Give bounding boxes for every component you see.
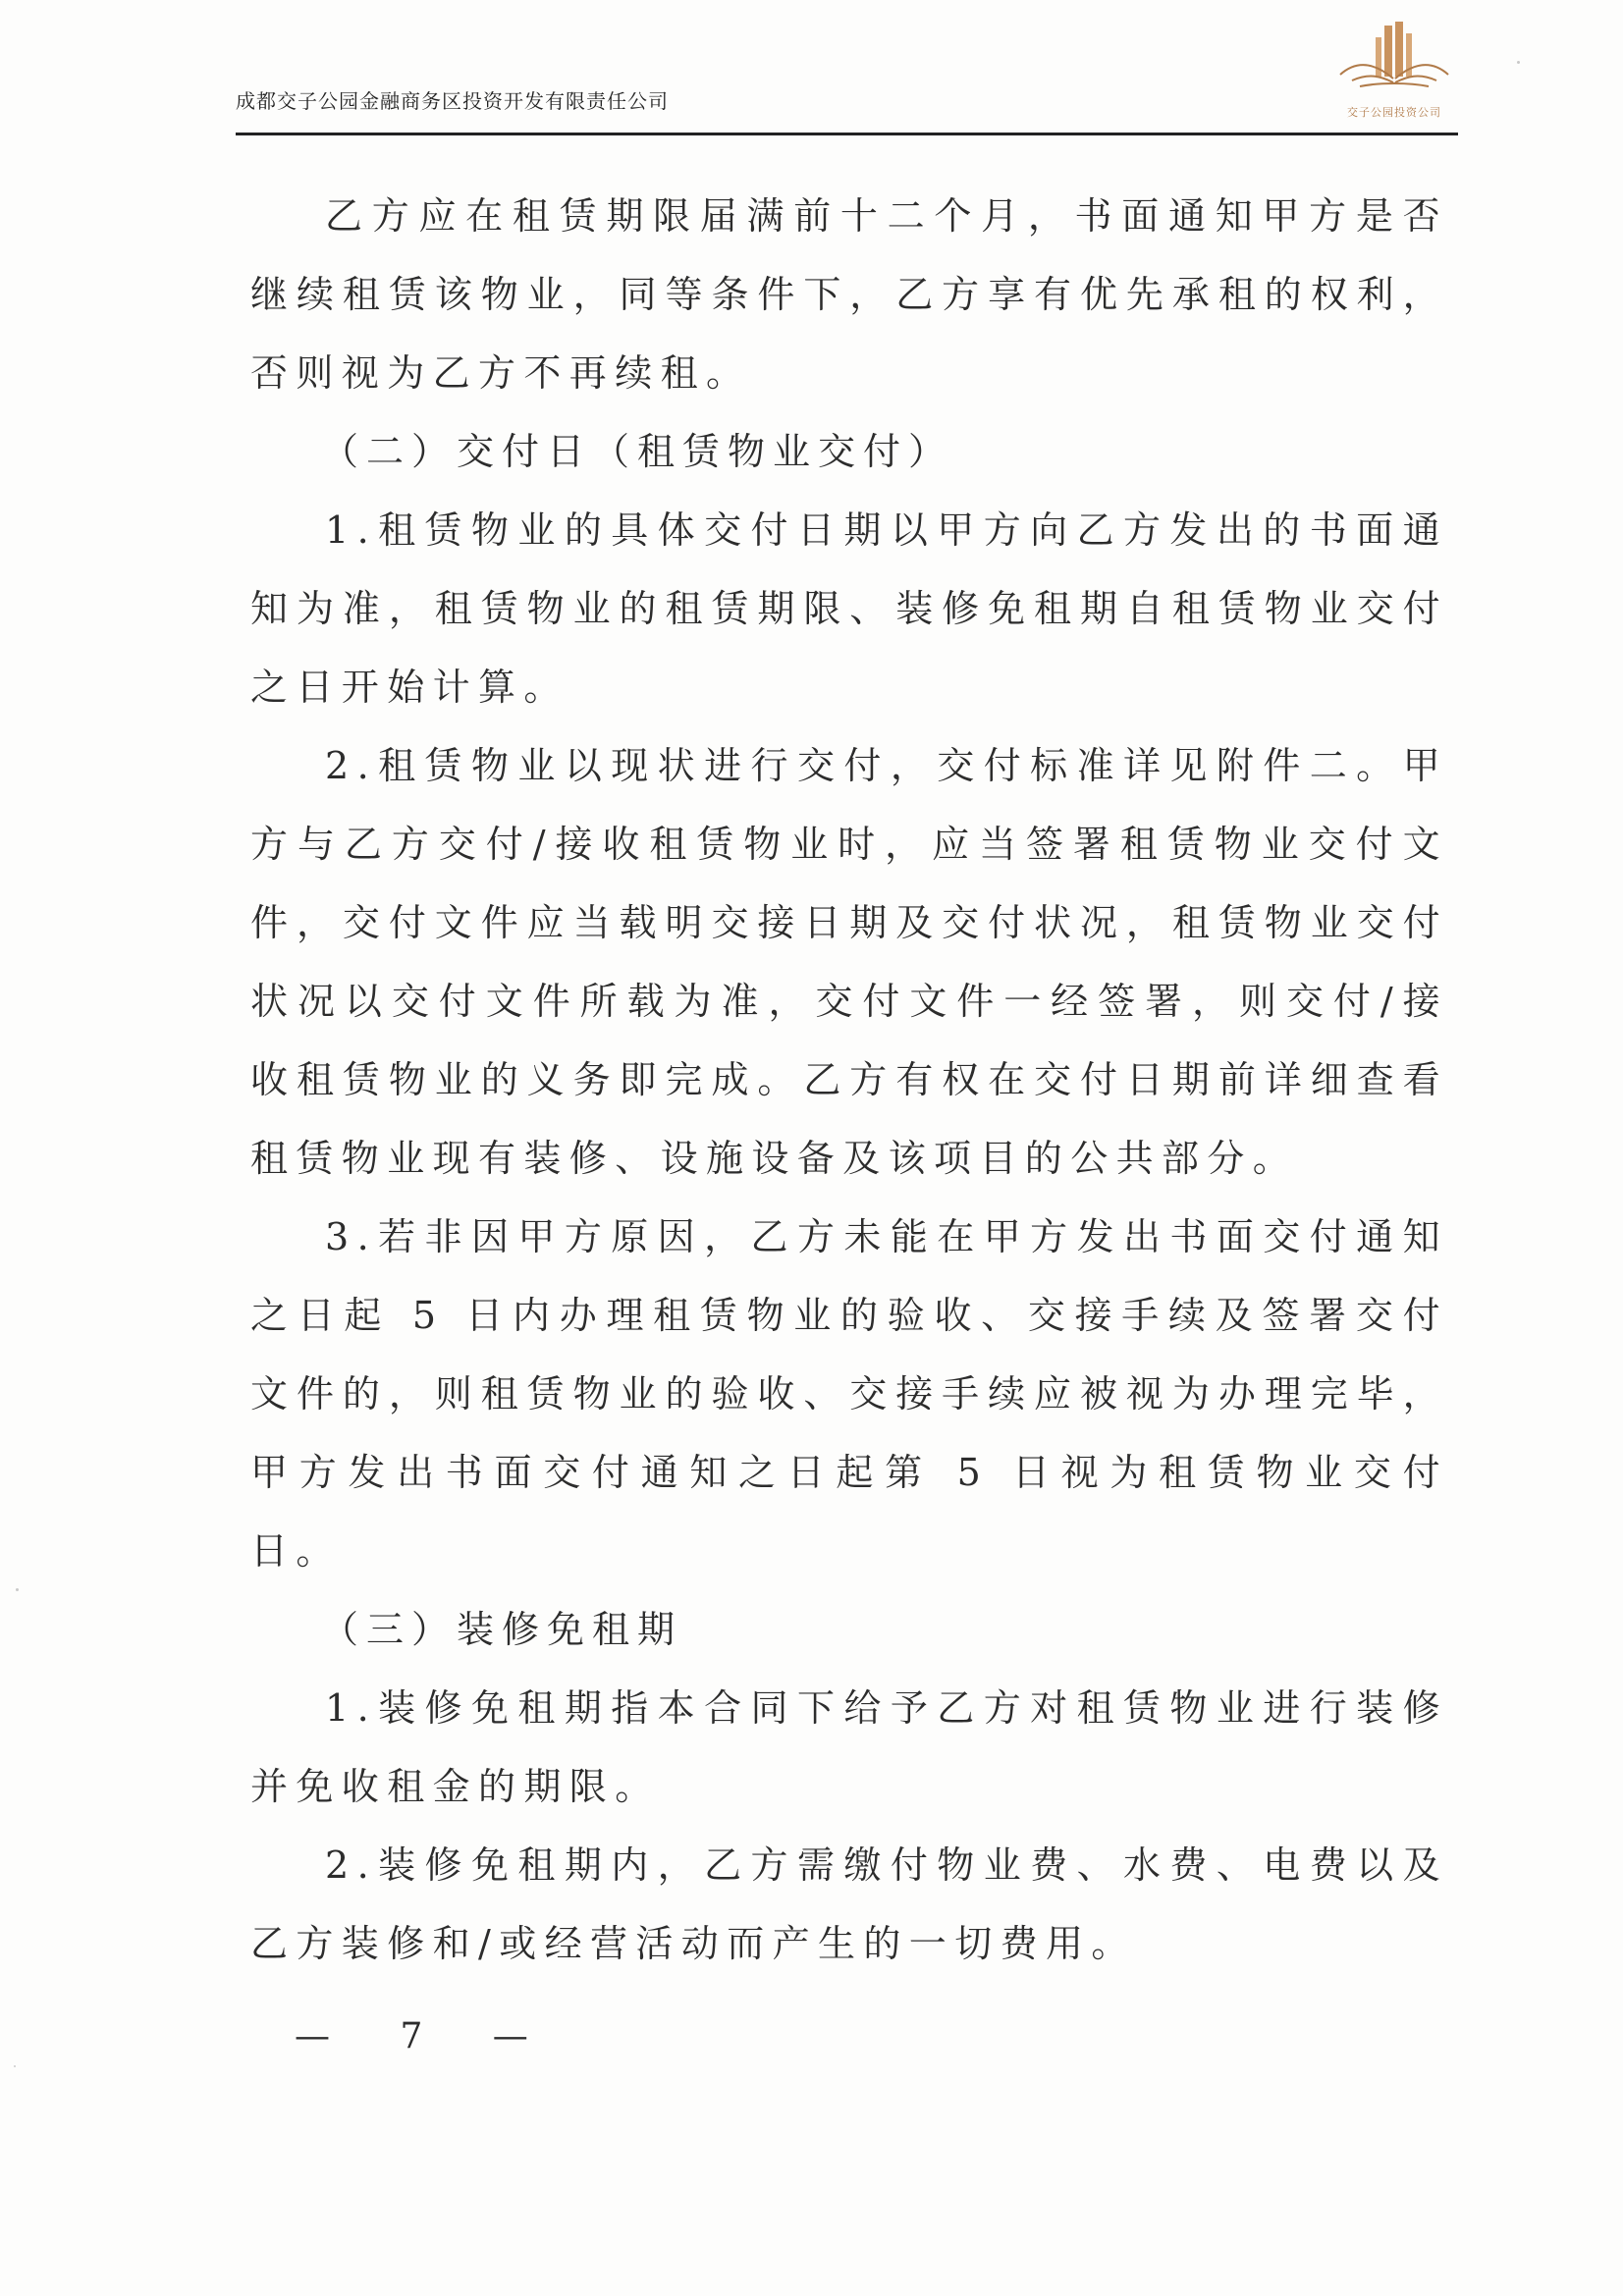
scan-speck (16, 1588, 19, 1591)
document-body (250, 177, 1448, 1983)
lotus-building-logo-icon (1330, 18, 1458, 126)
page-header (236, 57, 1458, 135)
company-name: 成都交子公园金融商务区投资开发有限责任公司 (236, 89, 669, 113)
paragraph-delivery-date-basis: 1.租赁物业的具体交付日期以甲方向乙方发出的书面通知为准，租赁物业的租赁期限、装修免租期自租赁物业交付之日开始计算。 (250, 508, 1448, 709)
header-divider (236, 133, 1458, 135)
paragraph-renewal-notice: 乙方应在租赁期限届满前十二个月，书面通知甲方是否继续租赁该物业，同等条件下，乙方享有优先承租的权利，否则视为乙方不再续租。 (250, 194, 1448, 395)
scan-speck (1517, 61, 1520, 64)
section-heading-delivery-date: （二）交付日（租赁物业交付） (321, 430, 954, 473)
scan-speck (14, 2065, 16, 2067)
paragraph-rent-free-definition: 1.装修免租期指本合同下给予乙方对租赁物业进行装修并免收租金的期限。 (250, 1686, 1448, 1808)
page-number: — 7 — (295, 2016, 558, 2056)
paragraph-delivery-standard: 2.租赁物业以现状进行交付，交付标准详见附件二。甲方与乙方交付/接收租赁物业时，应当签署租赁物业交付文件，交付文件应当载明交接日期及交付状况，租赁物业交付状况以交付文件所载为准，交付文件一经签署，则交付/接收租赁物业的义务即完成。乙方有权在交付日期前详细查看租赁物业现有装修、设施设备及该项目的公共部分。 (250, 744, 1448, 1180)
paragraph-deemed-delivery: 3.若非因甲方原因，乙方未能在甲方发出书面交付通知之日起 5 日内办理租赁物业的验收、交接手续及签署交付文件的，则租赁物业的验收、交接手续应被视为办理完毕，甲方发出书面交付通知之日起第 5 日视为租赁物业交付日。 (250, 1215, 1448, 1573)
logo-graphic (1330, 18, 1458, 106)
section-heading-rent-free-period: （三）装修免租期 (321, 1608, 683, 1651)
paragraph-rent-free-fees: 2.装修免租期内，乙方需缴付物业费、水费、电费以及乙方装修和/或经营活动而产生的一切费用。 (250, 1843, 1448, 1965)
logo-caption: 交子公园投资公司 (1347, 106, 1441, 119)
